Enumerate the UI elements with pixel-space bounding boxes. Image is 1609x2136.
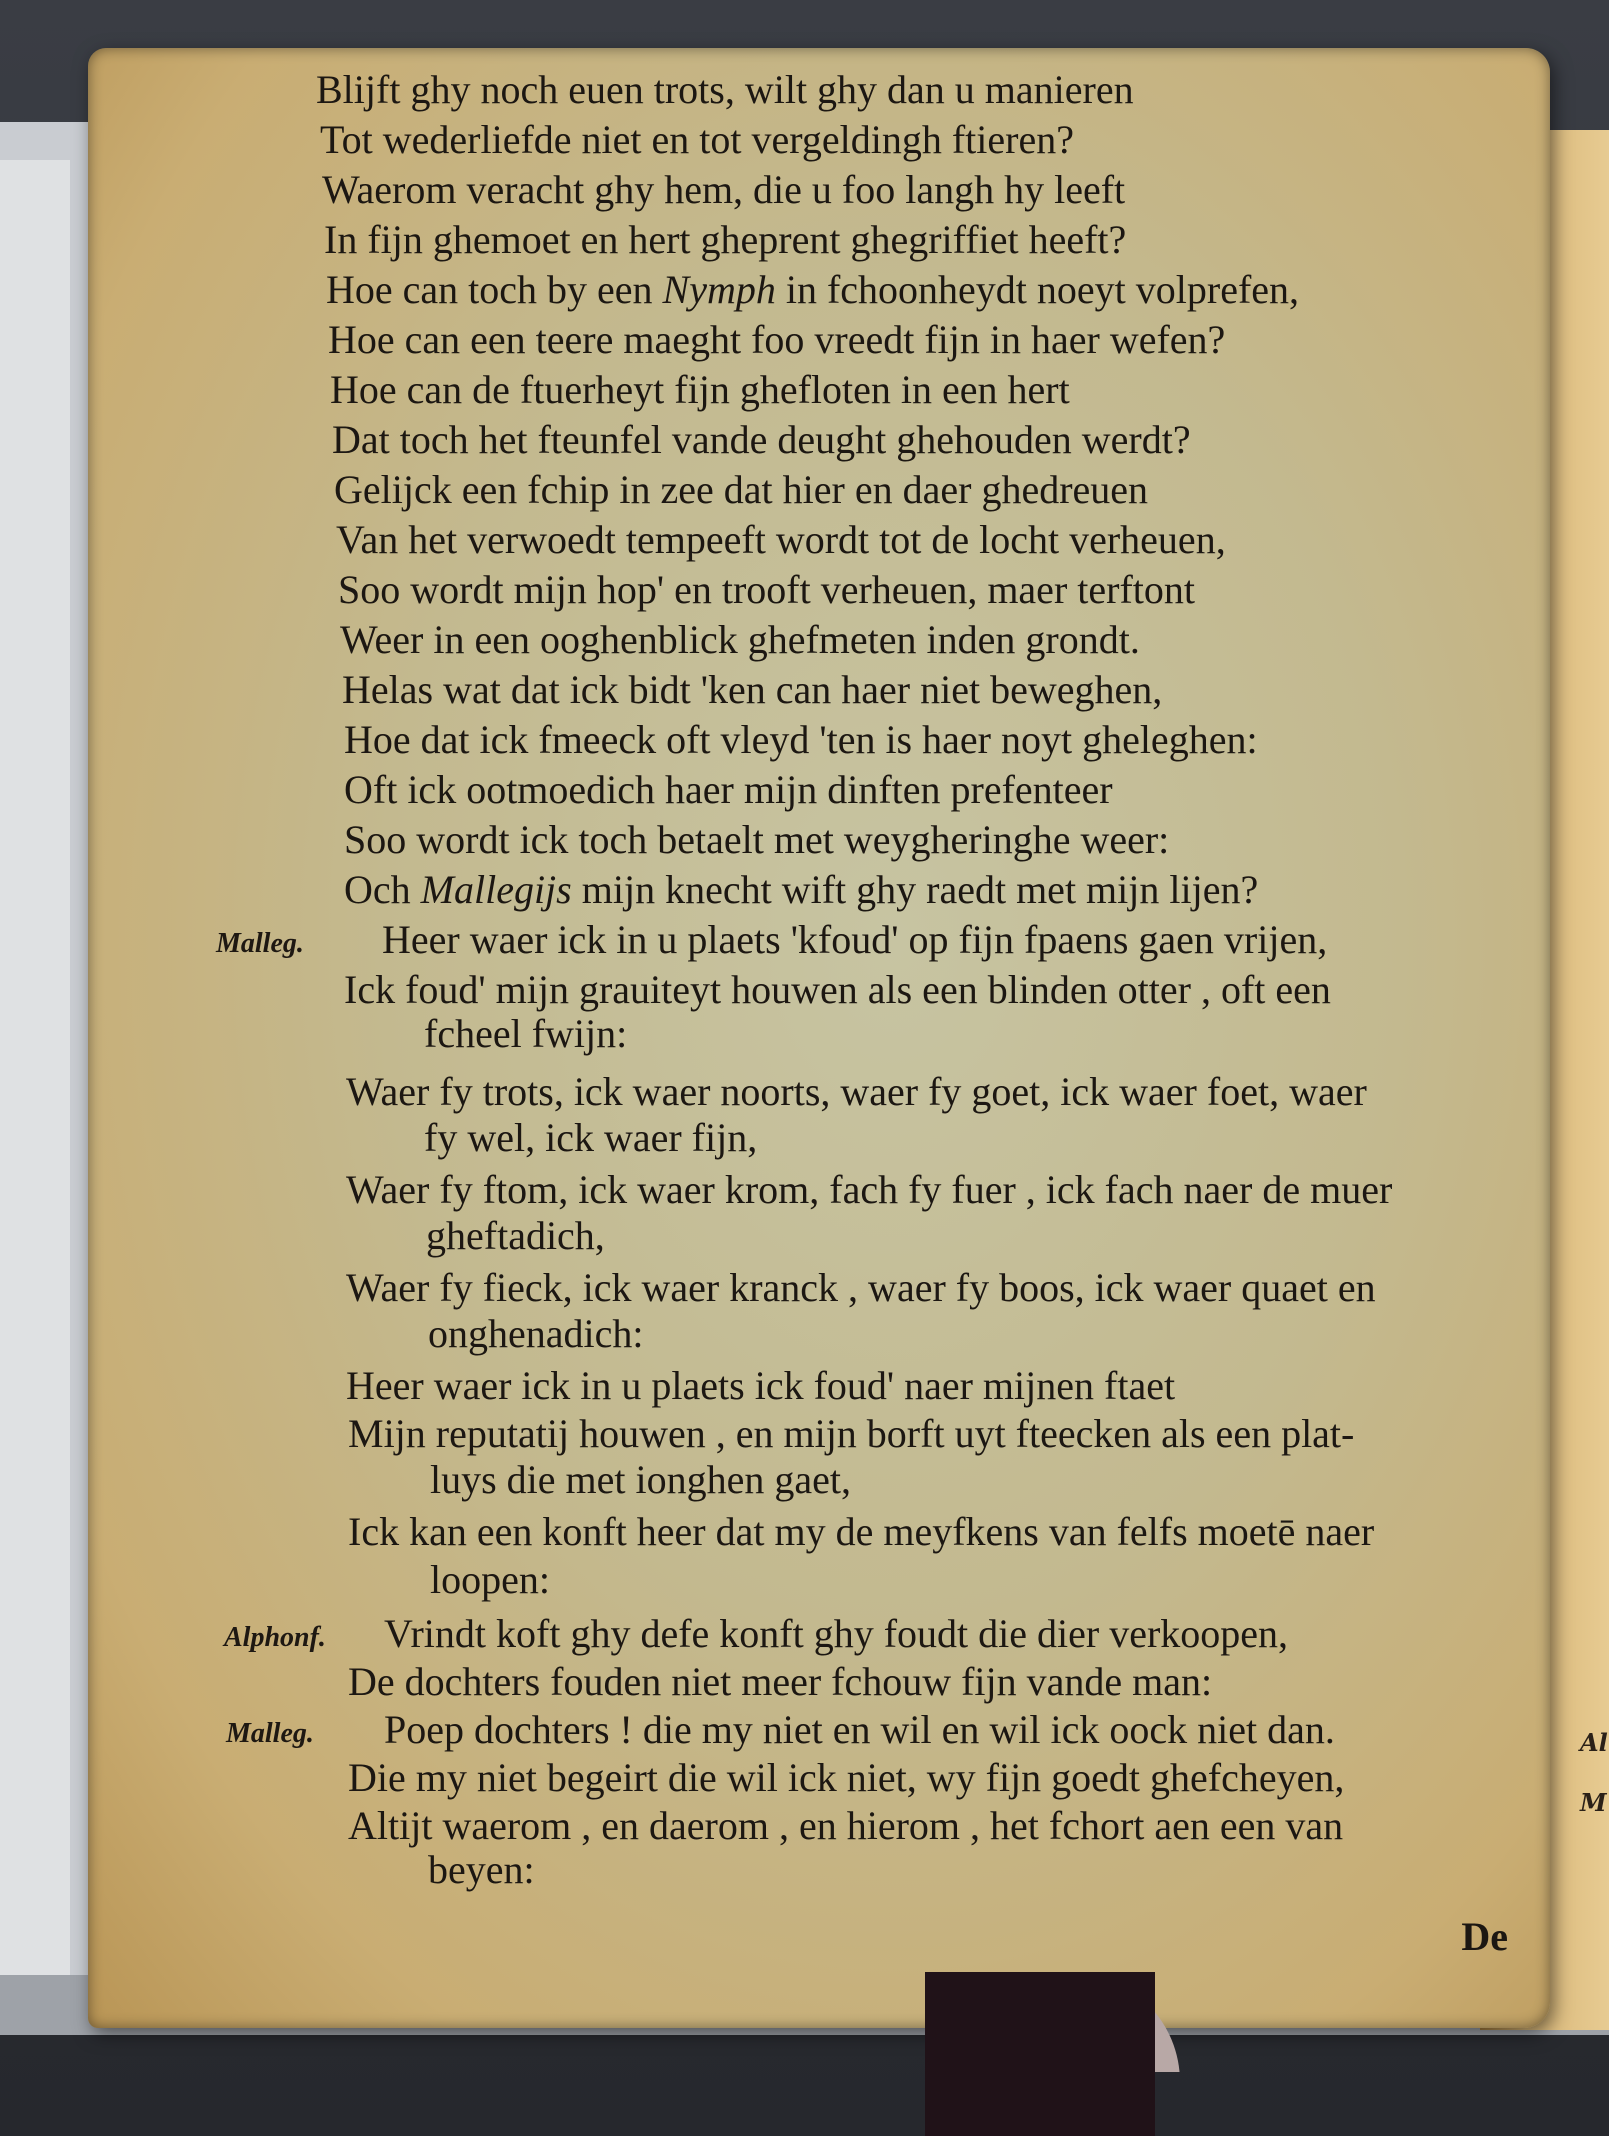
verse-line: Ick kan een konft heer dat my de meyfkens van felfs moetē naer: [348, 1509, 1375, 1554]
verse-line: Waer fy fieck, ick waer kranck , waer fy boos, ick waer quaet en: [346, 1265, 1376, 1310]
verse-line: Weer in een ooghenblick ghefmeten inden grondt.: [340, 617, 1140, 662]
verse-line: Heer waer ick in u plaets ick foud' naer mijnen ftaet: [346, 1363, 1176, 1408]
verse-line-continued: fcheel fwijn:: [424, 1011, 628, 1056]
verse-line: Hoe can toch by een Nymph in fchoonheydt noeyt volprefen,: [326, 267, 1300, 312]
verse-line: In fijn ghemoet en hert gheprent ghegriffiet heeft?: [324, 217, 1127, 262]
verse-line: Poep dochters ! die my niet en wil en wil ick oock niet dan.: [384, 1707, 1335, 1752]
facing-page-fragment: M: [1580, 1788, 1607, 1817]
verse-line: Helas wat dat ick bidt 'ken can haer niet beweghen,: [342, 667, 1163, 712]
page-text: [88, 48, 1550, 2028]
verse-line: Waer fy ftom, ick waer krom, fach fy fuer , ick fach naer de muer: [346, 1167, 1393, 1212]
verse-line: Hoe dat ick fmeeck oft vleyd 'ten is haer noyt gheleghen:: [344, 717, 1258, 762]
verse-line-continued: gheftadich,: [426, 1213, 605, 1258]
verse-line: Waer fy trots, ick waer noorts, waer fy goet, ick waer foet, waer: [346, 1069, 1367, 1114]
italic-name: Mallegijs: [420, 867, 572, 912]
speaker-label: Malleg.: [216, 928, 304, 959]
speaker-label: Alphonf.: [224, 1622, 326, 1653]
verse-line: Van het verwoedt tempeeft wordt tot de locht verheuen,: [336, 517, 1226, 562]
verse-line: Waerom veracht ghy hem, die u foo langh hy leeft: [322, 167, 1126, 212]
verse-line: Die my niet begeirt die wil ick niet, wy fijn goedt ghefcheyen,: [348, 1755, 1345, 1800]
verse-line: Tot wederliefde niet en tot vergeldingh ftieren?: [320, 117, 1074, 162]
verse-line: Soo wordt ick toch betaelt met weygheringhe weer:: [344, 817, 1170, 862]
verse-line-continued: luys die met ionghen gaet,: [430, 1457, 852, 1502]
catchword: De: [1461, 1914, 1508, 1959]
book-board-inner: [0, 160, 70, 2000]
bookmark-tab: [925, 1972, 1155, 2136]
verse-line: Hoe can de ftuerheyt fijn ghefloten in een hert: [330, 367, 1070, 412]
verse-line: Heer waer ick in u plaets 'kfoud' op fijn fpaens gaen vrijen,: [382, 917, 1328, 962]
verse-line: Ick foud' mijn grauiteyt houwen als een blinden otter , oft een: [344, 967, 1331, 1012]
verse-line-continued: onghenadich:: [428, 1311, 644, 1356]
italic-name: Nymph: [662, 267, 776, 312]
verse-line: Hoe can een teere maeght foo vreedt fijn in haer wefen?: [328, 317, 1226, 362]
verse-line: Altijt waerom , en daerom , en hierom , het fchort aen een van: [348, 1803, 1344, 1848]
verse-line: Vrindt koft ghy defe konft ghy foudt die dier verkoopen,: [384, 1611, 1289, 1656]
verse-line: Mijn reputatij houwen , en mijn borft uyt fteecken als een plat-: [348, 1411, 1355, 1456]
book-page: [88, 48, 1550, 2028]
speaker-label: Malleg.: [226, 1718, 314, 1749]
verse-line: Och Mallegijs mijn knecht wift ghy raedt met mijn lijen?: [344, 867, 1259, 912]
verse-line: De dochters fouden niet meer fchouw fijn vande man:: [348, 1659, 1213, 1704]
verse-line-continued: loopen:: [430, 1557, 550, 1602]
verse-line: Oft ick ootmoedich haer mijn dinften prefenteer: [344, 767, 1113, 812]
verse-line: Dat toch het fteunfel vande deught ghehouden werdt?: [332, 417, 1191, 462]
verse-line-continued: beyen:: [428, 1847, 535, 1892]
verse-line: Soo wordt mijn hop' en trooft verheuen, maer terftont: [338, 567, 1195, 612]
verse-line: Gelijck een fchip in zee dat hier en daer ghedreuen: [334, 467, 1149, 512]
facing-page-fragment: Al: [1580, 1728, 1608, 1757]
verse-line-continued: fy wel, ick waer fijn,: [424, 1115, 758, 1160]
verse-line: Blijft ghy noch euen trots, wilt ghy dan u manieren: [316, 67, 1134, 112]
